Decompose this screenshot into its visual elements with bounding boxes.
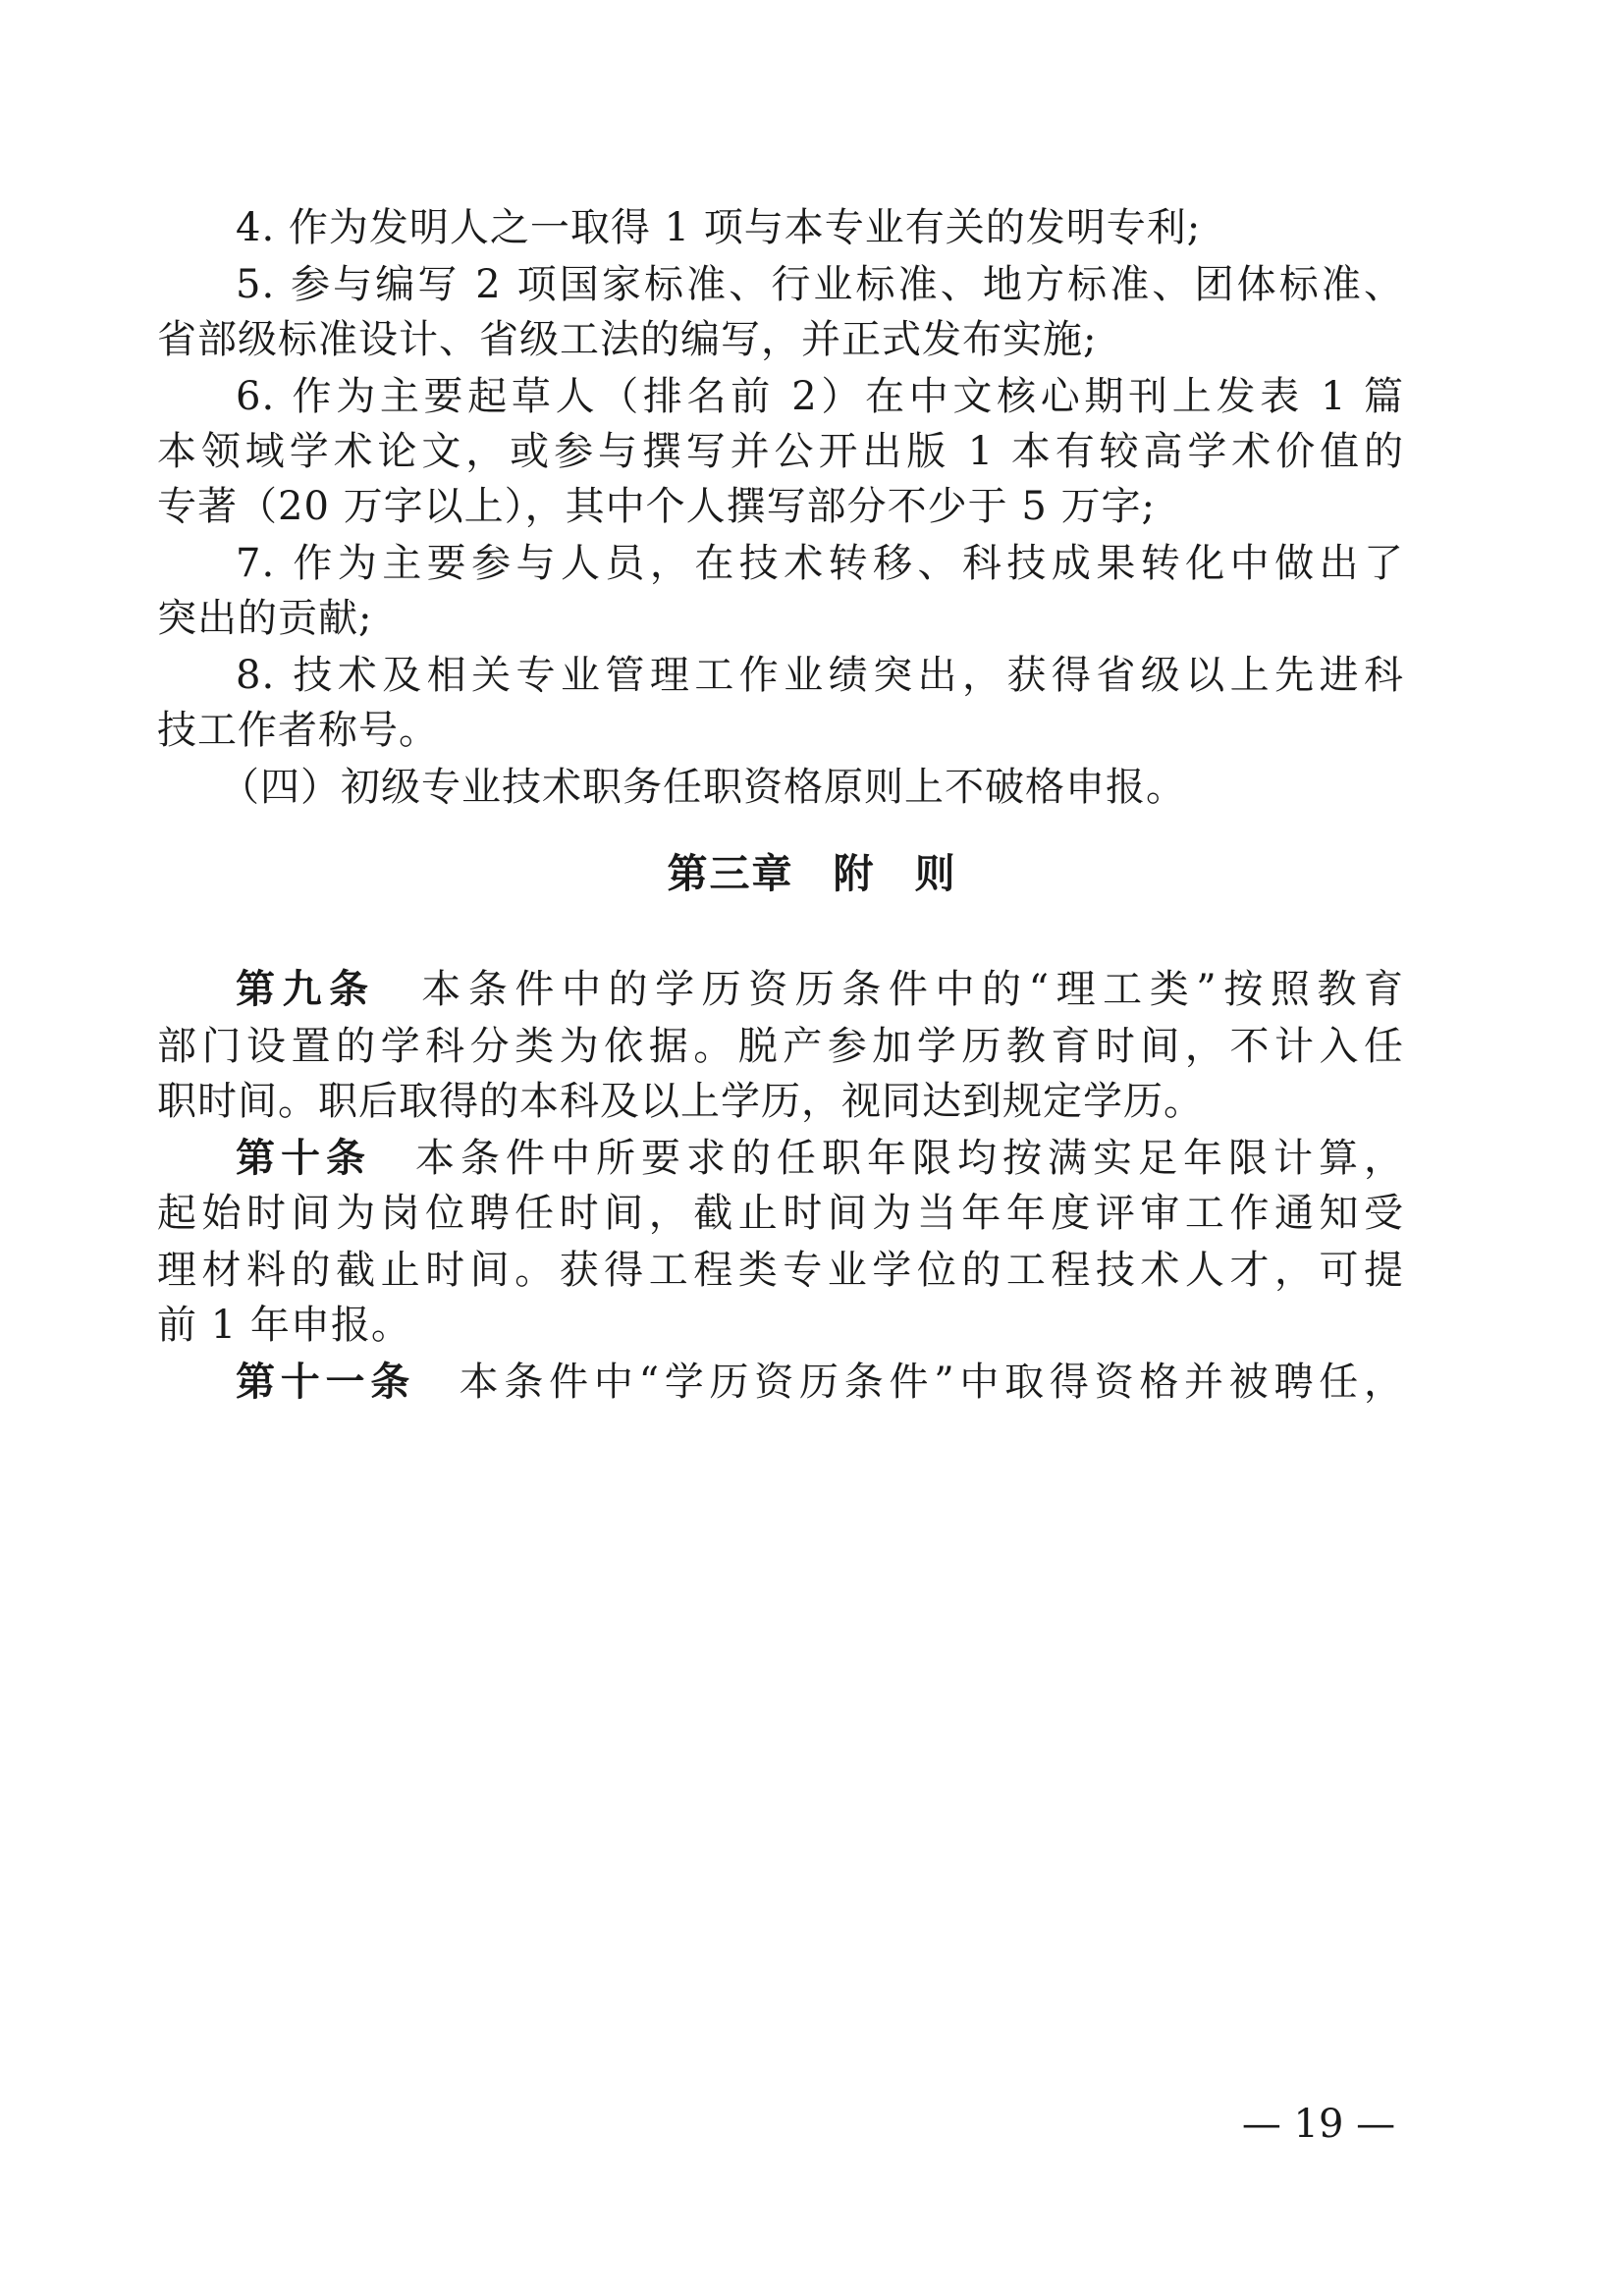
list-item-7-line-1: 7. 作为主要参与人员，在技术转移、科技成果转化中做出了	[236, 541, 1404, 586]
list-item-6-line-2: 本领域学术论文，或参与撰写并公开出版 1 本有较高学术价值的	[157, 429, 1404, 474]
section-4-text: （四）初级专业技术职务任职资格原则上不破格申报。	[220, 765, 1186, 810]
article-10-label: 第十条	[236, 1136, 371, 1181]
chapter-title-part2: 附	[833, 850, 876, 897]
chapter-heading	[0, 846, 1624, 901]
list-item-8-line-1: 8. 技术及相关专业管理工作业绩突出，获得省级以上先进科	[236, 653, 1404, 698]
list-item-4: 4. 作为发明人之一取得 1 项与本专业有关的发明专利;	[236, 205, 1202, 250]
article-10-line-4: 前 1 年申报。	[157, 1303, 411, 1348]
list-item-5-line-2: 省部级标准设计、省级工法的编写，并正式发布实施;	[157, 317, 1098, 362]
article-9-line-3: 职时间。职后取得的本科及以上学历，视同达到规定学历。	[157, 1079, 1204, 1124]
article-10-line-2: 起始时间为岗位聘任时间，截止时间为当年年度评审工作通知受	[157, 1191, 1404, 1236]
article-9-line-1	[236, 962, 1404, 1017]
list-item-6-line-1: 6. 作为主要起草人（排名前 2）在中文核心期刊上发表 1 篇	[236, 374, 1404, 419]
list-item-7-line-2: 突出的贡献;	[157, 596, 373, 641]
article-10-line-1	[236, 1131, 1404, 1186]
page-number: — 19 —	[1241, 2102, 1396, 2147]
list-item-5-line-1: 5. 参与编写 2 项国家标准、行业标准、地方标准、团体标准、	[236, 262, 1404, 307]
article-11-text-1: 本条件中“学历资历条件”中取得资格并被聘任，	[454, 1360, 1404, 1405]
article-10-text-1: 本条件中所要求的任职年限均按满实足年限计算，	[410, 1136, 1404, 1181]
article-10-line-3: 理材料的截止时间。获得工程类专业学位的工程技术人才，可提	[157, 1248, 1404, 1293]
article-9-text-1: 本条件中的学历资历条件中的“理工类”按照教育	[414, 967, 1405, 1012]
chapter-title-part3: 则	[914, 850, 957, 897]
article-11-line-1	[236, 1355, 1404, 1410]
list-item-8-line-2: 技工作者称号。	[157, 708, 439, 753]
article-9-line-2: 部门设置的学科分类为依据。脱产参加学历教育时间，不计入任	[157, 1024, 1404, 1069]
article-9-label: 第九条	[236, 967, 376, 1012]
article-11-label: 第十一条	[236, 1360, 415, 1405]
chapter-title-part1: 第三章	[667, 850, 794, 897]
list-item-6-line-3: 专著（20 万字以上），其中个人撰写部分不少于 5 万字;	[157, 484, 1156, 529]
